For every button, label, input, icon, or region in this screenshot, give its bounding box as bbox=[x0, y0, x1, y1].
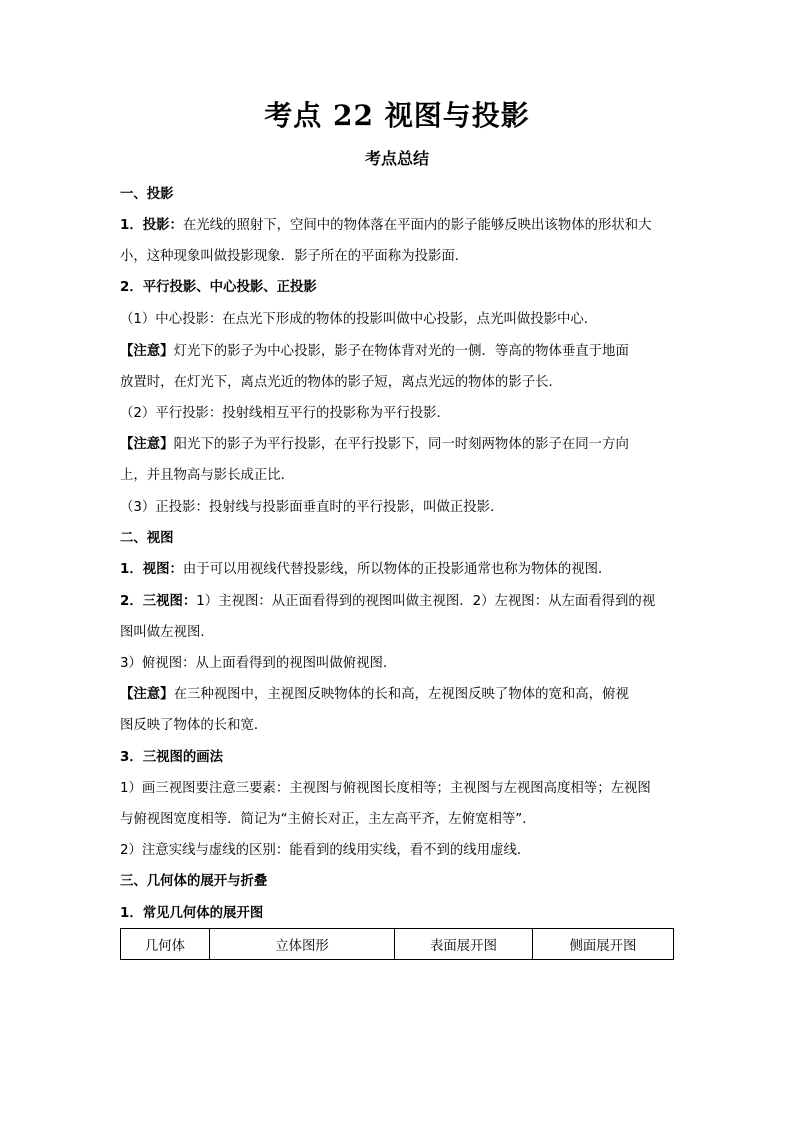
note-views-line1 bbox=[120, 685, 680, 705]
note-parallel-line1 bbox=[120, 435, 680, 455]
table-header-cell: 几何体 bbox=[121, 929, 210, 960]
paragraph-view bbox=[120, 560, 680, 580]
section-heading-unfolding: 三、几何体的展开与折叠 bbox=[120, 874, 268, 889]
paragraph-drawing-line3: 2）注意实线与虚线的区别：能看到的线用实线，看不到的线用虚线． bbox=[120, 843, 531, 858]
term-label: 1．投影： bbox=[120, 218, 183, 233]
table-header-cell: 侧面展开图 bbox=[533, 929, 674, 960]
note-central-line2: 放置时，在灯光下，离点光近的物体的影子短，离点光远的物体的影子长． bbox=[120, 375, 562, 390]
note-parallel-line2: 上，并且物高与影长成正比． bbox=[120, 468, 295, 483]
paragraph-drawing-line2: 与俯视图宽度相等．简记为“主俯长对正，主左高平齐，左俯宽相等”． bbox=[120, 812, 536, 827]
paragraph-three-views-line2: 图叫做左视图． bbox=[120, 625, 214, 640]
note-central-line1 bbox=[120, 342, 680, 362]
page-title: 考点 22 视图与投影 bbox=[264, 99, 530, 132]
geometry-nets-table bbox=[120, 928, 674, 960]
text: 在光线的照射下，空间中的物体落在平面内的影子能够反映出该物体的形状和大 bbox=[182, 218, 652, 233]
item-central-projection: （1）中心投影：在点光下形成的物体的投影叫做中心投影，点光叫做投影中心． bbox=[120, 312, 598, 327]
paragraph-projection-line1 bbox=[120, 216, 680, 236]
term-label: 1．视图： bbox=[120, 562, 183, 577]
note-views-line2: 图反映了物体的长和宽． bbox=[120, 718, 268, 733]
section-heading-views: 二、视图 bbox=[120, 531, 174, 546]
note-label: 【注意】 bbox=[120, 344, 174, 359]
page-subtitle: 考点总结 bbox=[364, 149, 429, 168]
subheading-drawing-method: 3．三视图的画法 bbox=[120, 750, 224, 765]
text: 阳光下的影子为平行投影，在平行投影下，同一时刻两物体的影子在同一方向 bbox=[173, 437, 629, 452]
paragraph-projection-line2: 小，这种现象叫做投影现象．影子所在的平面称为投影面． bbox=[120, 249, 469, 264]
section-heading-projection: 一、投影 bbox=[120, 187, 174, 202]
note-label: 【注意】 bbox=[120, 687, 174, 702]
item-orthographic-projection: （3）正投影：投射线与投影面垂直时的平行投影，叫做正投影． bbox=[120, 500, 504, 515]
text: 在三种视图中，主视图反映物体的长和高，左视图反映了物体的宽和高，俯视 bbox=[173, 687, 629, 702]
paragraph-drawing-line1: 1）画三视图要注意三要素：主视图与俯视图长度相等；主视图与左视图高度相等；左视图 bbox=[120, 781, 651, 796]
subheading-projection-types: 2．平行投影、中心投影、正投影 bbox=[120, 280, 317, 295]
paragraph-three-views-line1 bbox=[120, 592, 680, 612]
text: 灯光下的影子为中心投影，影子在物体背对光的一侧．等高的物体垂直于地面 bbox=[173, 344, 629, 359]
text: 1）主视图：从正面看得到的视图叫做主视图．2）左视图：从左面看得到的视 bbox=[196, 594, 656, 609]
subheading-common-nets: 1．常见几何体的展开图 bbox=[120, 906, 264, 921]
item-parallel-projection: （2）平行投影：投射线相互平行的投影称为平行投影． bbox=[120, 406, 450, 421]
table-header-cell: 表面展开图 bbox=[395, 929, 533, 960]
table-header-row bbox=[121, 929, 674, 960]
term-label: 2．三视图： bbox=[120, 594, 197, 609]
text: 由于可以用视线代替投影线，所以物体的正投影通常也称为物体的视图． bbox=[182, 562, 612, 577]
note-label: 【注意】 bbox=[120, 437, 174, 452]
paragraph-three-views-line3: 3）俯视图：从上面看得到的视图叫做俯视图． bbox=[120, 656, 397, 671]
table-header-cell: 立体图形 bbox=[210, 929, 395, 960]
